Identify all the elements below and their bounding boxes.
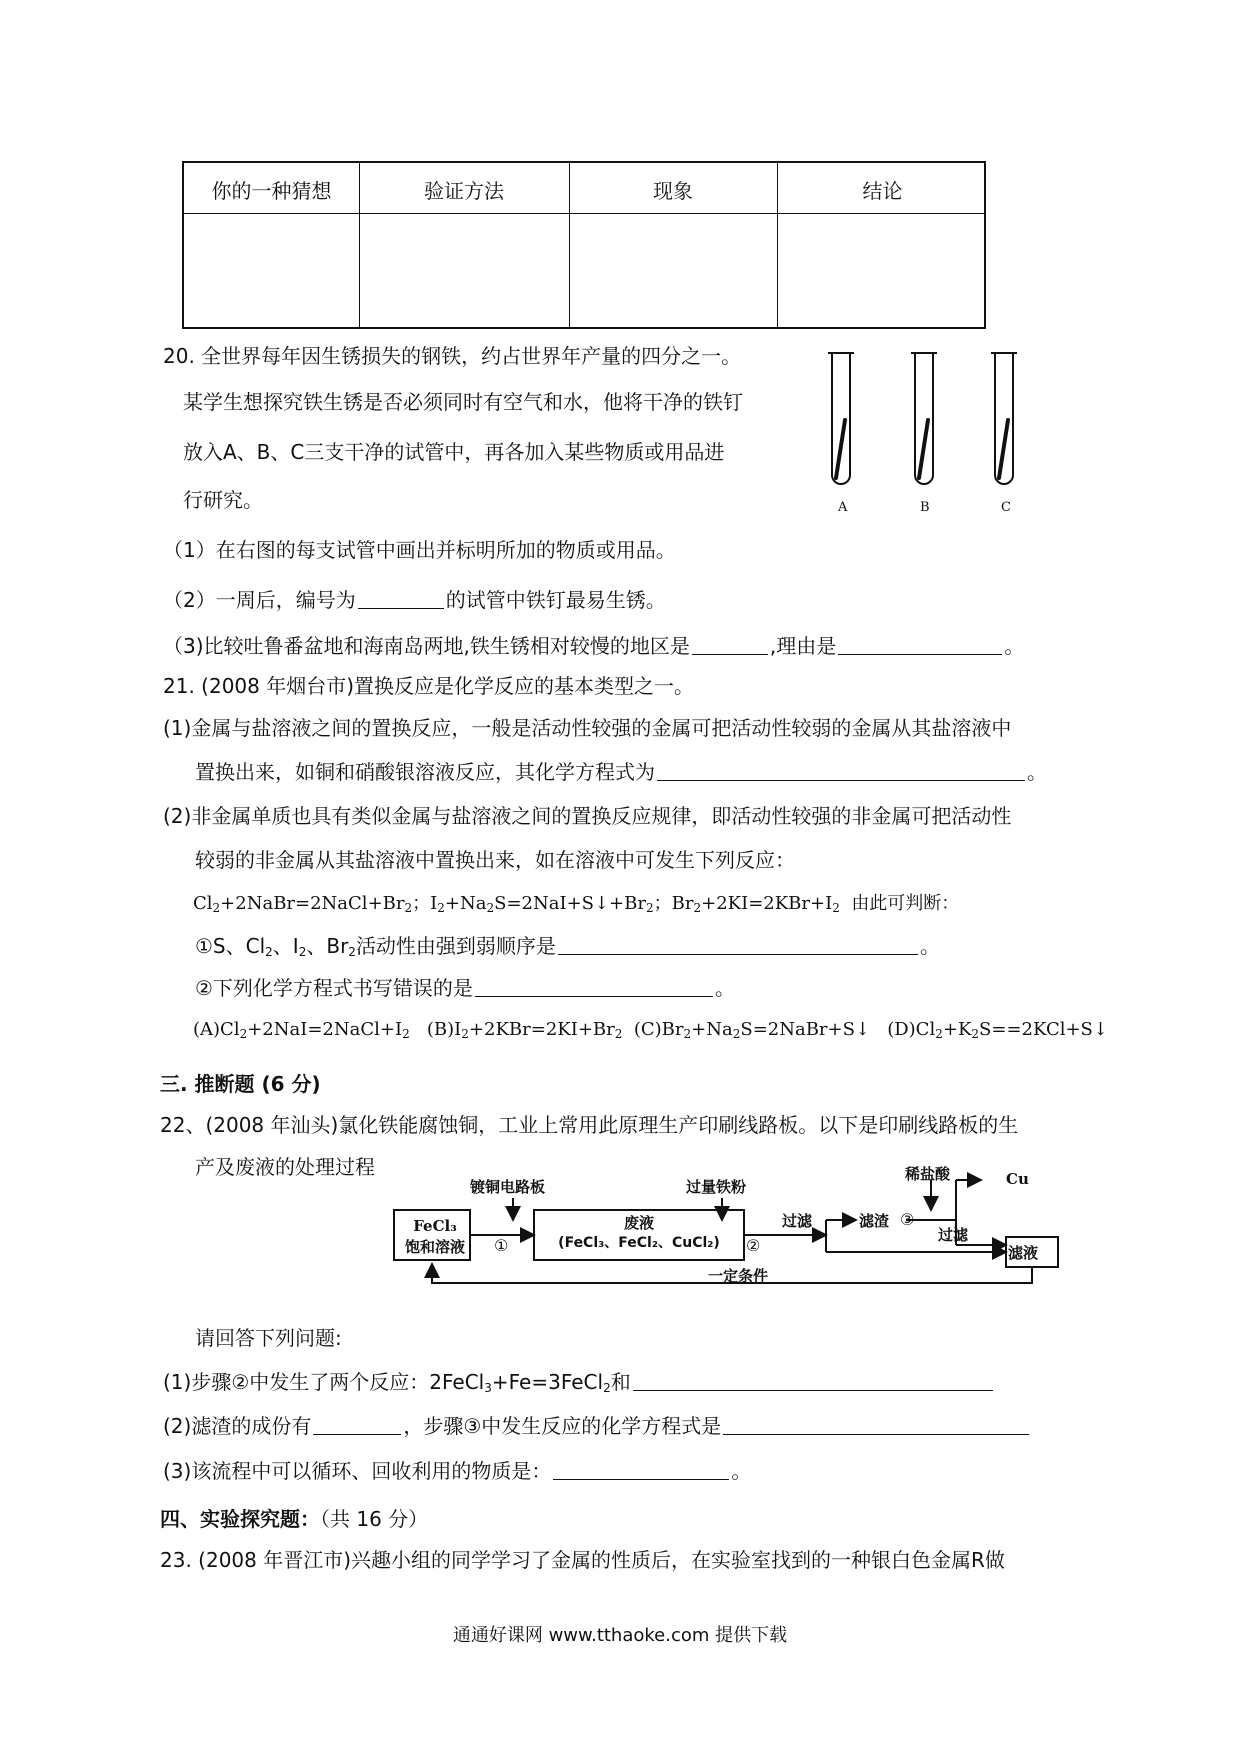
q22-text: 请回答下列问题: bbox=[195, 1326, 342, 1350]
q20-sub1: （1）在右图的每支试管中画出并标明所加的物质或用品。 bbox=[163, 538, 676, 562]
q20-sub2: （2）一周后，编号为 的试管中铁钉最易生锈。 bbox=[163, 588, 666, 612]
q20-text: 某学生想探究铁生锈是否必须同时有空气和水，他将干净的铁钉 bbox=[183, 390, 743, 414]
page-footer: 通通好课网 www.tthaoke.com 提供下载 bbox=[452, 1625, 788, 1646]
q22-sub1: (1)步骤②中发生了两个反应：2FeCl$_3$+Fe=3FeCl$_2$和 bbox=[163, 1370, 995, 1394]
q20-sub3: （3)比较吐鲁番盆地和海南岛两地,铁生锈相对较慢的地区是 ,理由是 。 bbox=[163, 634, 1025, 658]
table-header-cell: 现象 bbox=[653, 179, 693, 203]
iron-nail-icon bbox=[836, 420, 845, 478]
q21-text: (2)非金属单质也具有类似金属与盐溶液之间的置换反应规律，即活动性较强的非金属可把活动性 bbox=[163, 804, 1012, 828]
answer-blank[interactable] bbox=[657, 762, 1025, 781]
answer-blank[interactable] bbox=[553, 1461, 729, 1480]
q22-sub3: (3)该流程中可以循环、回收利用的物质是： 。 bbox=[163, 1459, 752, 1483]
q21-text: 较弱的非金属从其盐溶液中置换出来，如在溶液中可发生下列反应： bbox=[195, 848, 795, 872]
flow-label: (FeCl₃、FeCl₂、CuCl₂) bbox=[558, 1235, 720, 1251]
tube-label: B bbox=[920, 500, 930, 515]
answer-blank[interactable] bbox=[723, 1416, 1029, 1435]
hypothesis-table bbox=[182, 161, 986, 329]
tube-label: C bbox=[1001, 500, 1011, 515]
q22-text: 22、(2008 年汕头)氯化铁能腐蚀铜，工业上常用此原理生产印刷线路板。以下是印刷线路板的生 bbox=[160, 1113, 1019, 1137]
table-header-cell: 你的一种猜想 bbox=[211, 179, 332, 203]
flow-label: 过量铁粉 bbox=[686, 1178, 747, 1196]
q20-text: 行研究。 bbox=[183, 488, 263, 512]
flow-label: ③ bbox=[900, 1210, 915, 1229]
q22-sub2: (2)滤渣的成份有 ，步骤③中发生反应的化学方程式是 bbox=[163, 1414, 1031, 1438]
flow-label: 一定条件 bbox=[708, 1267, 769, 1285]
flow-label: 饱和溶液 bbox=[404, 1238, 465, 1256]
answer-blank[interactable] bbox=[558, 936, 918, 955]
tube-label: A bbox=[838, 500, 848, 515]
answer-blank[interactable] bbox=[633, 1372, 993, 1391]
answer-blank[interactable] bbox=[838, 636, 1002, 655]
q21-text: (1)金属与盐溶液之间的置换反应，一般是活动性较强的金属可把活动性较弱的金属从其盐溶液中 bbox=[163, 716, 1012, 740]
flow-label: Cu bbox=[1006, 1170, 1029, 1188]
flow-label: 滤渣 bbox=[859, 1212, 890, 1230]
q20-text: 20. 全世界每年因生锈损失的钢铁，约占世界年产量的四分之一。 bbox=[163, 344, 742, 368]
section-title: 四、实验探究题：（共 16 分） bbox=[160, 1507, 429, 1531]
answer-blank[interactable] bbox=[692, 636, 768, 655]
flow-label: 过滤 bbox=[938, 1226, 969, 1244]
q20-text: 放入A、B、C三支干净的试管中，再各加入某些物质或用品进 bbox=[183, 440, 725, 464]
q22-text: 产及废液的处理过程 bbox=[195, 1155, 375, 1179]
flow-label: 镀铜电路板 bbox=[470, 1178, 546, 1196]
iron-nail-icon bbox=[919, 420, 928, 478]
flow-label: 稀盐酸 bbox=[905, 1165, 951, 1183]
reaction-equations: $Cl_2+2NaBr=2NaCl+Br_2$；$I_2+Na_2S=2NaI+S↓+Br_2$；$Br_2+2KI=2KBr+I_2$ 由此可判断： bbox=[193, 893, 960, 915]
q21-text: 置换出来，如铜和硝酸银溶液反应，其化学方程式为 。 bbox=[195, 760, 1047, 784]
table-header-cell: 结论 bbox=[862, 179, 903, 203]
q21-part2: ②下列化学方程式书写错误的是 。 bbox=[195, 976, 735, 1000]
flow-label: 废液 bbox=[623, 1214, 654, 1232]
iron-nail-icon bbox=[999, 420, 1008, 478]
q23-text: 23. (2008 年晋江市)兴趣小组的同学学习了金属的性质后，在实验室找到的一种银白色金属R做 bbox=[160, 1548, 1005, 1572]
answer-blank[interactable] bbox=[475, 978, 713, 997]
flow-label: FeCl₃ bbox=[413, 1217, 457, 1235]
flow-label: ② bbox=[746, 1236, 761, 1255]
q21-text: 21. (2008 年烟台市)置换反应是化学反应的基本类型之一。 bbox=[163, 674, 695, 698]
flow-label: ① bbox=[494, 1236, 509, 1255]
q21-options: $(A)Cl_2+2NaI=2NaCl+I_2$ $(B)I_2+2KBr=2KI+Br_2$ $(C)Br_2+Na_2S=2NaBr+S↓$ $(D)Cl_2+K_2S==2KCl+S↓$ bbox=[193, 1019, 1108, 1041]
section-title: 三. 推断题 (6 分) bbox=[160, 1072, 321, 1096]
table-header-cell: 验证方法 bbox=[424, 179, 504, 203]
test-tubes-figure bbox=[820, 350, 1030, 520]
q21-part1: ①S、$Cl_2$、$I_2$、$Br_2$活动性由强到弱顺序是 。 bbox=[195, 934, 940, 959]
answer-blank[interactable] bbox=[313, 1416, 401, 1435]
answer-blank[interactable] bbox=[358, 590, 444, 609]
flow-label: 过滤 bbox=[782, 1212, 813, 1230]
flow-label: 滤液 bbox=[1008, 1244, 1039, 1262]
